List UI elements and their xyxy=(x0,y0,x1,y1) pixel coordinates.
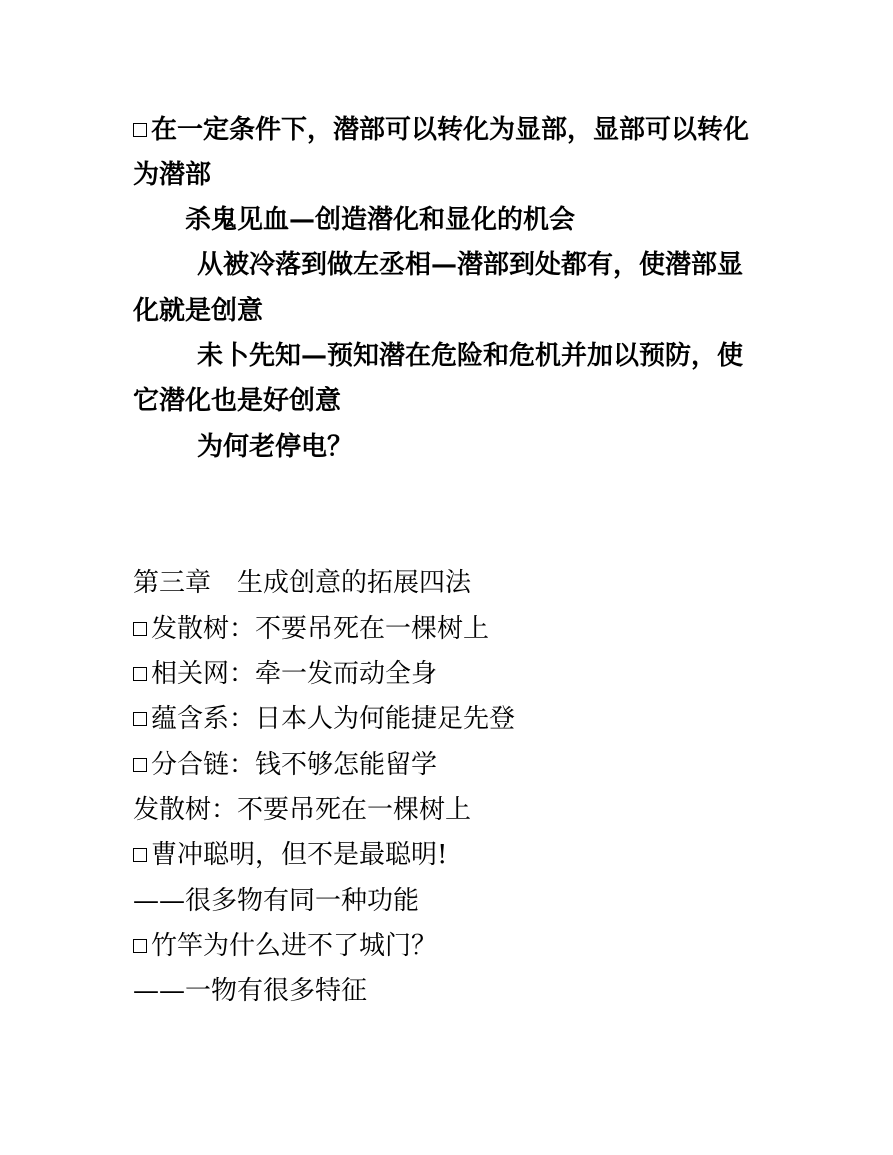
checkbox-bullet-icon xyxy=(133,712,147,726)
paragraph-line xyxy=(197,432,353,462)
paragraph-line xyxy=(133,296,263,326)
paragraph-line xyxy=(133,115,749,145)
checkbox-bullet-icon xyxy=(133,123,147,137)
checkbox-bullet-icon xyxy=(133,667,147,681)
checkbox-bullet-icon xyxy=(133,848,147,862)
list-item: 竹竿为什么进不了城门？ xyxy=(133,931,437,961)
paragraph-text: 杀鬼见血—创造潜化和显化的机会 xyxy=(185,205,576,235)
paragraph-text: 为潜部 xyxy=(133,160,212,190)
paragraph-text: 化就是创意 xyxy=(133,296,264,326)
list-item: 分合链：钱不够怎能留学 xyxy=(133,750,437,780)
checkbox-bullet-icon xyxy=(133,758,147,772)
paragraph-text: 在一定条件下，潜部可以转化为显部，显部可以转化 xyxy=(151,115,750,145)
paragraph-text: 它潜化也是好创意 xyxy=(133,386,342,416)
subheading: 发散树：不要吊死在一棵树上 xyxy=(133,795,472,825)
checkbox-bullet-icon xyxy=(133,939,147,953)
paragraph-line xyxy=(185,205,575,235)
dash-line: ——一物有很多特征 xyxy=(133,976,368,1006)
paragraph-line xyxy=(133,386,341,416)
list-item: 发散树：不要吊死在一棵树上 xyxy=(133,614,489,644)
checkbox-bullet-icon xyxy=(133,622,147,636)
paragraph-line xyxy=(197,341,743,371)
list-item: 蕴含系：日本人为何能捷足先登 xyxy=(133,704,515,734)
paragraph-text: 为何老停电？ xyxy=(197,432,354,462)
dash-line: ——很多物有同一种功能 xyxy=(133,886,420,916)
chapter-title: 第三章 生成创意的拓展四法 xyxy=(133,568,472,598)
list-item: 相关网：牵一发而动全身 xyxy=(133,659,437,689)
paragraph-line xyxy=(197,250,743,280)
list-item: 曹冲聪明，但不是最聪明! xyxy=(133,840,447,870)
paragraph-text: 未卜先知—预知潜在危险和危机并加以预防，使 xyxy=(197,341,744,371)
paragraph-text: 从被冷落到做左丞相—潜部到处都有，使潜部显 xyxy=(197,250,744,280)
paragraph-line xyxy=(133,160,211,190)
